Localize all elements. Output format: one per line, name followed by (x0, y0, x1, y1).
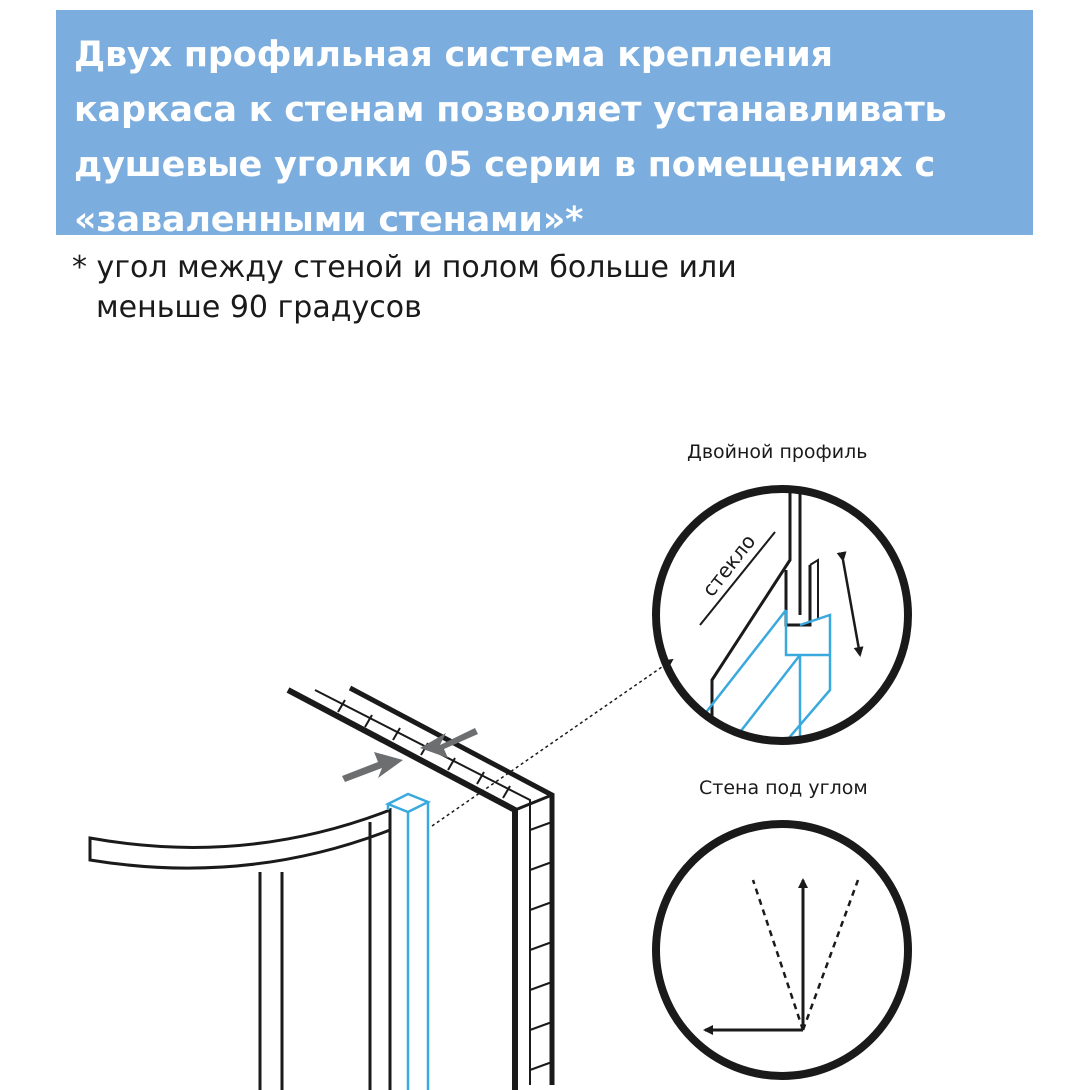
shower-frame (90, 810, 390, 1090)
blue-profile-post (388, 794, 428, 1090)
double-profile-caption: Двойной профиль (687, 441, 868, 463)
brick-wall (288, 688, 552, 1090)
double-profile-detail (656, 489, 908, 760)
wall-angle-caption: Стена под углом (699, 777, 868, 799)
glass-label: стекло (697, 529, 761, 602)
footnote-line-1: * угол между стеной и полом больше или (72, 250, 737, 285)
wall-angle-detail (656, 824, 908, 1076)
footnote-line-2: меньше 90 градусов (96, 290, 422, 325)
banner-heading: Двух профильная система крепления каркаса к стенам позволяет устанавливать душевые уголки 05 серии в помещениях с «заваленными стенами»* (74, 35, 947, 240)
